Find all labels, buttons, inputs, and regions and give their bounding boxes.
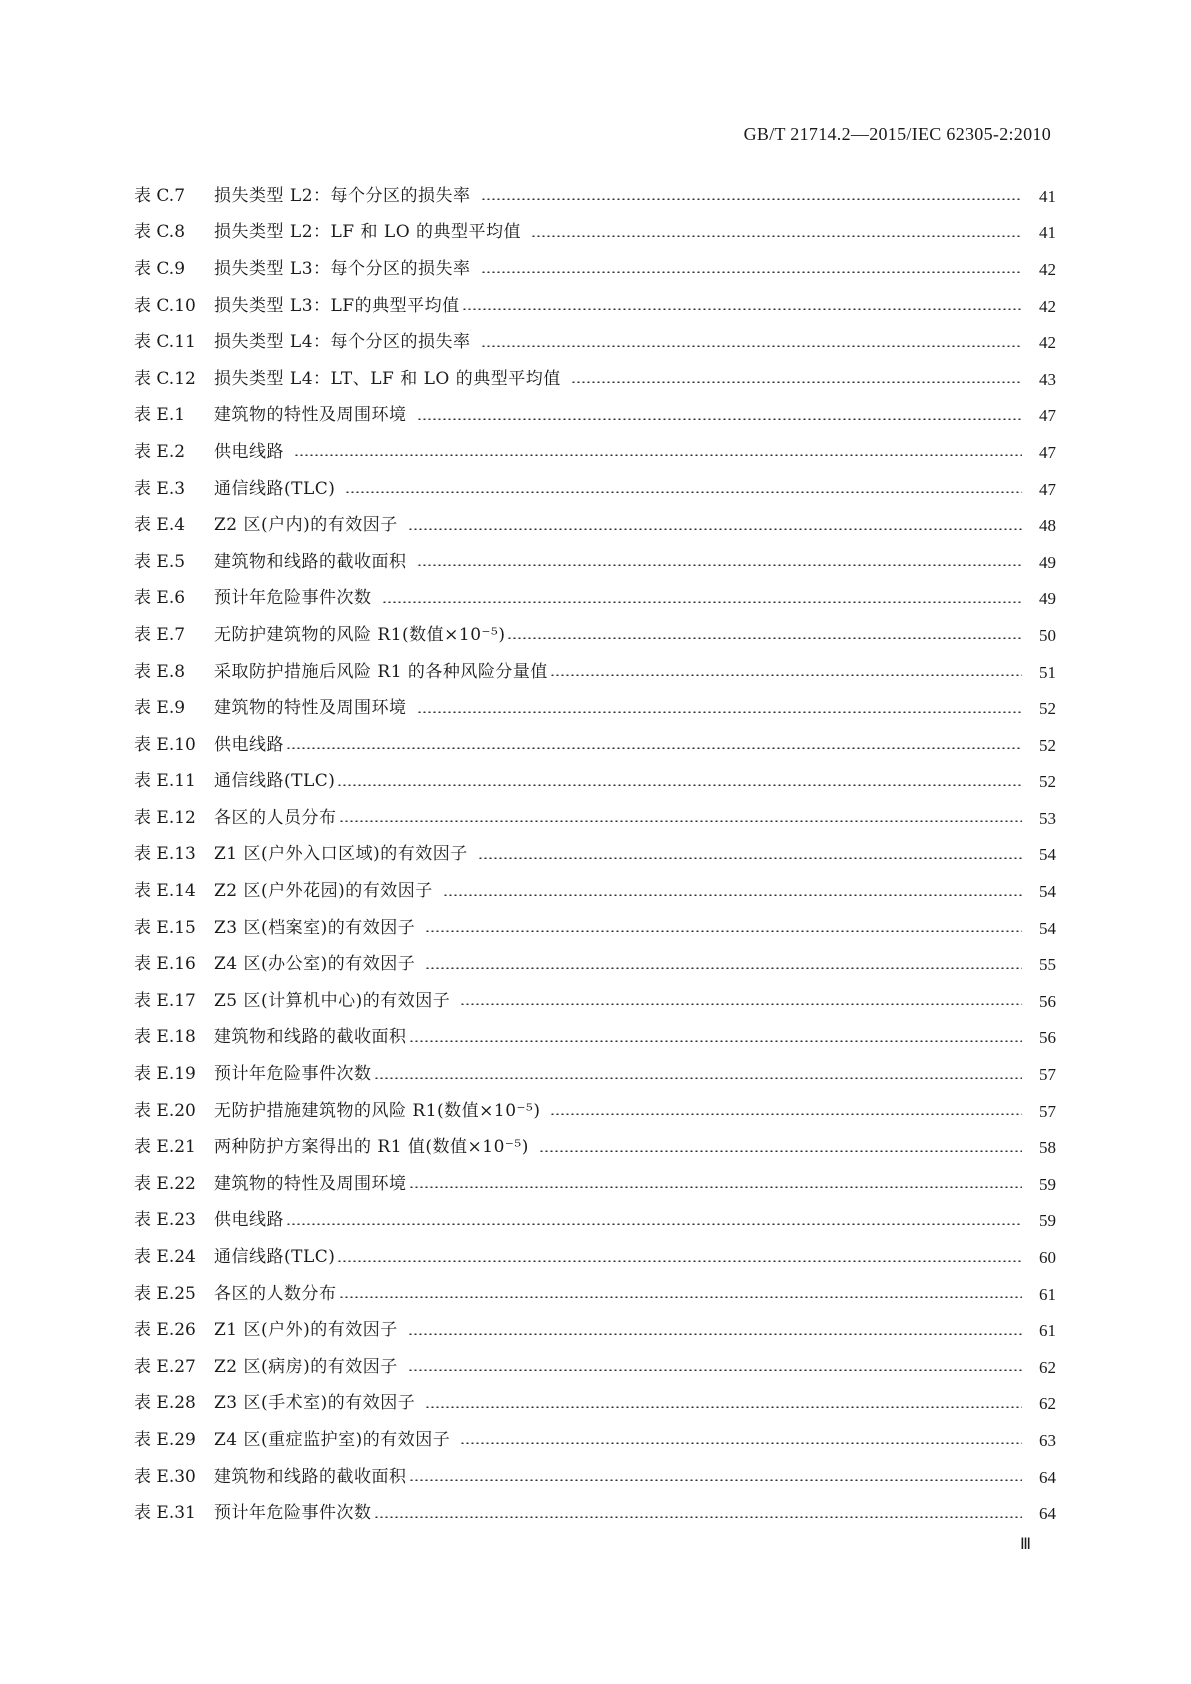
- toc-entry-label: 表 E.3: [134, 478, 186, 499]
- toc-entry-label: 表 E.21: [134, 1137, 196, 1158]
- toc-entry-page: 60: [1039, 1248, 1056, 1268]
- toc-entry[interactable]: [134, 617, 1056, 654]
- toc-entry-title: Z4 区(办公室)的有效因子: [214, 954, 416, 975]
- toc-entry[interactable]: [134, 1386, 1056, 1423]
- toc-entry[interactable]: [134, 1312, 1056, 1349]
- toc-entry-page: 57: [1039, 1065, 1056, 1085]
- toc-entry-label: 表 E.5: [134, 551, 186, 572]
- toc-entry-label: 表 E.1: [134, 405, 186, 426]
- dot-leader: [417, 564, 1023, 566]
- toc-entry[interactable]: [134, 324, 1056, 361]
- dot-leader: [382, 601, 1023, 603]
- toc-entry-title: 通信线路(TLC): [214, 1247, 336, 1268]
- toc-entry-page: 55: [1039, 955, 1056, 975]
- toc-entry-label: 表 E.4: [134, 515, 186, 536]
- toc-entry[interactable]: [134, 1093, 1056, 1130]
- toc-entry[interactable]: [134, 1276, 1056, 1313]
- toc-entry[interactable]: [134, 288, 1056, 325]
- toc-entry-page: 57: [1039, 1101, 1056, 1121]
- dot-leader: [337, 784, 1022, 786]
- toc-entry-label: 表 E.2: [134, 441, 186, 462]
- dot-leader: [286, 747, 1022, 749]
- dot-leader: [408, 528, 1022, 530]
- toc-entry-page: 41: [1039, 223, 1056, 243]
- toc-entry-title: 通信线路(TLC): [214, 478, 336, 499]
- toc-entry-page: 52: [1039, 735, 1056, 755]
- toc-entry-label: 表 E.18: [134, 1027, 196, 1048]
- toc-entry-title: 建筑物的特性及周围环境: [214, 698, 407, 719]
- toc-entry-page: 48: [1039, 516, 1056, 536]
- toc-entry-label: 表 C.7: [134, 185, 186, 206]
- toc-entry-page: 63: [1039, 1430, 1056, 1450]
- dot-leader: [425, 930, 1022, 932]
- toc-entry[interactable]: [134, 1422, 1056, 1459]
- toc-entry-page: 49: [1039, 589, 1056, 609]
- toc-entry-label: 表 E.10: [134, 734, 196, 755]
- dot-leader: [478, 857, 1022, 859]
- page-number: Ⅲ: [1020, 1536, 1032, 1553]
- toc-entry-page: 42: [1039, 259, 1056, 279]
- toc-entry-title: 通信线路(TLC): [214, 771, 336, 792]
- toc-entry-title: 损失类型 L4：LT、LF 和 LO 的典型平均值: [214, 368, 561, 389]
- toc-entry-label: 表 E.27: [134, 1356, 196, 1377]
- dot-leader: [286, 1223, 1022, 1225]
- toc-entry-title: 预计年危险事件次数: [214, 1064, 372, 1085]
- toc-entry-label: 表 E.25: [134, 1283, 196, 1304]
- document-header: GB/T 21714.2—2015/IEC 62305-2:2010: [743, 124, 1051, 144]
- toc-entry-label: 表 E.13: [134, 844, 196, 865]
- toc-entry-page: 62: [1039, 1357, 1056, 1377]
- toc-entry[interactable]: [134, 361, 1056, 398]
- dot-leader: [460, 1442, 1022, 1444]
- dot-leader: [339, 1296, 1023, 1298]
- toc-entry-page: 54: [1039, 882, 1056, 902]
- toc-entry-label: 表 E.30: [134, 1466, 196, 1487]
- toc-entry-title: 建筑物和线路的截收面积: [214, 551, 407, 572]
- dot-leader: [531, 235, 1022, 237]
- toc-entry-label: 表 E.29: [134, 1429, 196, 1450]
- toc-entry-page: 59: [1039, 1211, 1056, 1231]
- toc-entry[interactable]: [134, 434, 1056, 471]
- toc-entry[interactable]: [134, 1203, 1056, 1240]
- toc-entry[interactable]: [134, 654, 1056, 691]
- toc-entry-page: 64: [1039, 1467, 1056, 1487]
- toc-entry-label: 表 E.24: [134, 1247, 196, 1268]
- dot-leader: [507, 637, 1022, 639]
- toc-entry-title: Z2 区(户内)的有效因子: [214, 515, 398, 536]
- toc-entry-label: 表 C.10: [134, 295, 196, 316]
- toc-entry-label: 表 E.22: [134, 1173, 196, 1194]
- toc-entry-label: 表 E.9: [134, 698, 186, 719]
- toc-entry[interactable]: [134, 1166, 1056, 1203]
- toc-entry-title: 建筑物的特性及周围环境: [214, 405, 407, 426]
- dot-leader: [408, 1369, 1022, 1371]
- toc-entry-page: 56: [1039, 1028, 1056, 1048]
- toc-entry[interactable]: [134, 983, 1056, 1020]
- toc-entry-page: 49: [1039, 552, 1056, 572]
- dot-leader: [425, 1406, 1022, 1408]
- dot-leader: [345, 491, 1022, 493]
- toc-entry-page: 52: [1039, 699, 1056, 719]
- toc-entry-title: 两种防护方案得出的 R1 值(数值×10⁻⁵): [214, 1137, 529, 1158]
- toc-entry-title: 采取防护措施后风险 R1 的各种风险分量值: [214, 661, 548, 682]
- toc-entry-page: 47: [1039, 406, 1056, 426]
- toc-entry-page: 54: [1039, 845, 1056, 865]
- toc-entry[interactable]: [134, 910, 1056, 947]
- toc-entry[interactable]: [134, 764, 1056, 801]
- toc-entry-title: 损失类型 L3：每个分区的损失率: [214, 258, 471, 279]
- toc-entry-page: 58: [1039, 1138, 1056, 1158]
- toc-entry[interactable]: [134, 1349, 1056, 1386]
- dot-leader: [408, 1333, 1022, 1335]
- toc-entry-label: 表 C.12: [134, 368, 196, 389]
- dot-leader: [409, 1479, 1023, 1481]
- toc-entry[interactable]: [134, 581, 1056, 618]
- toc-entry-page: 41: [1039, 186, 1056, 206]
- toc-entry[interactable]: [134, 800, 1056, 837]
- toc-entry-page: 50: [1039, 625, 1056, 645]
- dot-leader: [539, 1150, 1022, 1152]
- toc-entry[interactable]: [134, 873, 1056, 910]
- toc-entry-title: Z4 区(重症监护室)的有效因子: [214, 1429, 451, 1450]
- toc-entry-title: 损失类型 L2：LF 和 LO 的典型平均值: [214, 222, 522, 243]
- dot-leader: [571, 381, 1022, 383]
- toc-entry[interactable]: [134, 507, 1056, 544]
- toc-entry-page: 53: [1039, 808, 1056, 828]
- dot-leader: [550, 1113, 1022, 1115]
- dot-leader: [374, 1516, 1023, 1518]
- dot-leader: [443, 894, 1022, 896]
- toc-entry-page: 52: [1039, 772, 1056, 792]
- dot-leader: [374, 1077, 1023, 1079]
- toc-entry[interactable]: [134, 215, 1056, 252]
- toc-entry[interactable]: [134, 1239, 1056, 1276]
- toc-entry-title: 无防护措施建筑物的风险 R1(数值×10⁻⁵): [214, 1100, 541, 1121]
- toc-entry-label: 表 E.8: [134, 661, 186, 682]
- toc-entry-title: 损失类型 L3：LF的典型平均值: [214, 295, 460, 316]
- toc-entry-page: 42: [1039, 333, 1056, 353]
- toc-entry-label: 表 E.15: [134, 917, 196, 938]
- toc-entry[interactable]: [134, 837, 1056, 874]
- toc-entry[interactable]: [134, 690, 1056, 727]
- toc-entry-label: 表 E.20: [134, 1100, 196, 1121]
- toc-entry-title: Z5 区(计算机中心)的有效因子: [214, 990, 451, 1011]
- dot-leader: [417, 711, 1023, 713]
- toc-entry-label: 表 E.31: [134, 1503, 196, 1524]
- toc-entry-title: 损失类型 L2：每个分区的损失率: [214, 185, 471, 206]
- toc-entry-title: Z3 区(手术室)的有效因子: [214, 1393, 416, 1414]
- toc-entry-page: 43: [1039, 369, 1056, 389]
- toc-entry[interactable]: [134, 178, 1056, 215]
- dot-leader: [337, 1260, 1022, 1262]
- toc-entry-page: 56: [1039, 991, 1056, 1011]
- toc-entry-title: Z1 区(户外)的有效因子: [214, 1320, 398, 1341]
- toc-entry-label: 表 C.9: [134, 258, 186, 279]
- toc-entry-label: 表 C.11: [134, 332, 196, 353]
- toc-entry[interactable]: [134, 1459, 1056, 1496]
- dot-leader: [409, 1040, 1023, 1042]
- dot-leader: [481, 271, 1022, 273]
- toc-entry-title: 供电线路: [214, 734, 284, 755]
- toc-entry[interactable]: [134, 946, 1056, 983]
- toc-entry-title: 预计年危险事件次数: [214, 588, 372, 609]
- toc-entry-label: 表 E.26: [134, 1320, 196, 1341]
- dot-leader: [550, 674, 1022, 676]
- table-of-contents: [134, 178, 1056, 1532]
- toc-entry-label: 表 E.19: [134, 1064, 196, 1085]
- toc-entry-title: 各区的人员分布: [214, 807, 337, 828]
- toc-entry[interactable]: [134, 251, 1056, 288]
- dot-leader: [339, 820, 1023, 822]
- dot-leader: [294, 454, 1022, 456]
- toc-entry-title: Z1 区(户外入口区域)的有效因子: [214, 844, 468, 865]
- toc-entry-title: 预计年危险事件次数: [214, 1503, 372, 1524]
- toc-entry-title: 供电线路: [214, 1210, 284, 1231]
- toc-entry-label: 表 E.28: [134, 1393, 196, 1414]
- toc-entry-title: Z2 区(病房)的有效因子: [214, 1356, 398, 1377]
- toc-entry-label: 表 C.8: [134, 222, 186, 243]
- toc-entry-label: 表 E.7: [134, 624, 186, 645]
- toc-entry-label: 表 E.17: [134, 990, 196, 1011]
- dot-leader: [481, 198, 1022, 200]
- dot-leader: [462, 308, 1022, 310]
- toc-entry[interactable]: [134, 1495, 1056, 1532]
- toc-entry-page: 61: [1039, 1284, 1056, 1304]
- toc-entry-title: 建筑物和线路的截收面积: [214, 1027, 407, 1048]
- toc-entry-page: 59: [1039, 1174, 1056, 1194]
- toc-entry-title: 损失类型 L4：每个分区的损失率: [214, 332, 471, 353]
- toc-entry-label: 表 E.12: [134, 807, 196, 828]
- toc-entry[interactable]: [134, 398, 1056, 435]
- dot-leader: [425, 967, 1022, 969]
- toc-entry-label: 表 E.11: [134, 771, 196, 792]
- toc-entry[interactable]: [134, 544, 1056, 581]
- dot-leader: [460, 1003, 1022, 1005]
- toc-entry-title: 建筑物和线路的截收面积: [214, 1466, 407, 1487]
- toc-entry-page: 62: [1039, 1394, 1056, 1414]
- toc-entry-label: 表 E.6: [134, 588, 186, 609]
- toc-entry[interactable]: [134, 727, 1056, 764]
- toc-entry-label: 表 E.14: [134, 881, 196, 902]
- toc-entry-page: 64: [1039, 1504, 1056, 1524]
- dot-leader: [481, 345, 1022, 347]
- toc-entry-title: 建筑物的特性及周围环境: [214, 1173, 407, 1194]
- toc-entry-page: 47: [1039, 479, 1056, 499]
- toc-entry[interactable]: [134, 1056, 1056, 1093]
- toc-entry-title: Z3 区(档案室)的有效因子: [214, 917, 416, 938]
- toc-entry-title: 各区的人数分布: [214, 1283, 337, 1304]
- toc-entry-page: 47: [1039, 442, 1056, 462]
- toc-entry-label: 表 E.23: [134, 1210, 196, 1231]
- toc-entry-label: 表 E.16: [134, 954, 196, 975]
- toc-entry-page: 51: [1039, 662, 1056, 682]
- toc-entry[interactable]: [134, 471, 1056, 508]
- toc-entry[interactable]: [134, 1129, 1056, 1166]
- dot-leader: [417, 418, 1023, 420]
- toc-entry-page: 42: [1039, 296, 1056, 316]
- toc-entry-title: 供电线路: [214, 441, 284, 462]
- toc-entry[interactable]: [134, 1020, 1056, 1057]
- toc-entry-title: Z2 区(户外花园)的有效因子: [214, 881, 433, 902]
- toc-entry-page: 61: [1039, 1321, 1056, 1341]
- toc-entry-page: 54: [1039, 918, 1056, 938]
- dot-leader: [409, 1186, 1023, 1188]
- toc-entry-title: 无防护建筑物的风险 R1(数值×10⁻⁵): [214, 624, 506, 645]
